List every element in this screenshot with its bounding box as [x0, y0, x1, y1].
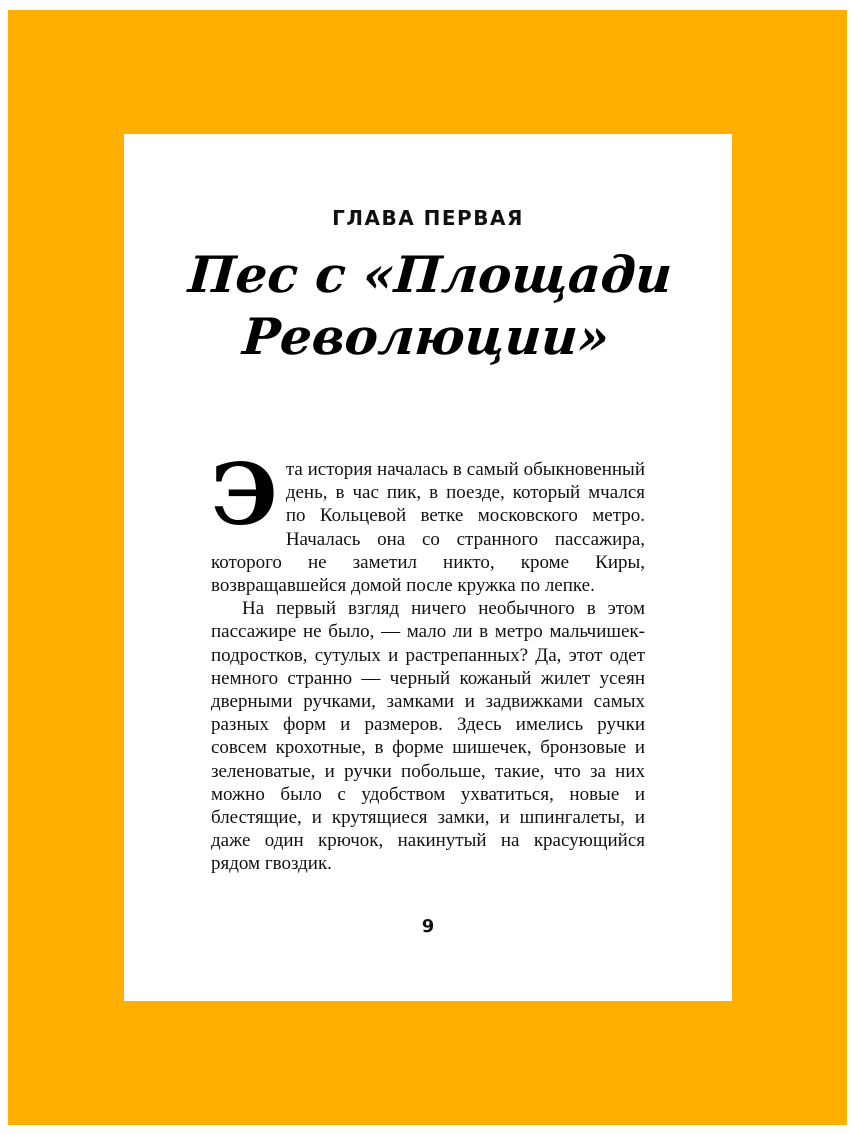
chapter-label: ГЛАВА ПЕРВАЯ: [332, 206, 524, 230]
chapter-body: [211, 445, 645, 876]
paragraph-2: На первый взгляд ничего необычного в этом пассажире не было, — мало ли в метро мальчишек-подростков, сутулых и растрепанных? Да, этот одет немного странно — черный кожаный жилет усеян дверными ручками, замками и задвижками самых разных форм и размеров. Здесь имелись ручки совсем крохотные, в форме шишечек, бронзовые и зеленоватые, и ручки побольше, такие, что за них можно было с удобством ухватиться, новые и блестящие, и крутящиеся замки, и шпингалеты, и даже один крючок, накинутый на красующийся рядом гвоздик.: [211, 598, 645, 875]
drop-cap: Э: [211, 445, 278, 544]
chapter-title: [120, 244, 737, 368]
book-page: [124, 134, 732, 1001]
paragraph-1-text: та история началась в самый обыкновенный день, в час пик, в поезде, который мчался по Кольцевой ветке московского метро. Началась она со странного пассажира, которого не заметил никто, кроме Киры, возвращавшейся домой после кружка по лепке.: [211, 459, 645, 597]
chapter-title-line-2: Революции»: [240, 307, 612, 366]
page-number: 9: [421, 916, 435, 937]
paragraph-1: [211, 445, 645, 597]
chapter-title-line-1: Пес с «Площади: [186, 245, 674, 304]
